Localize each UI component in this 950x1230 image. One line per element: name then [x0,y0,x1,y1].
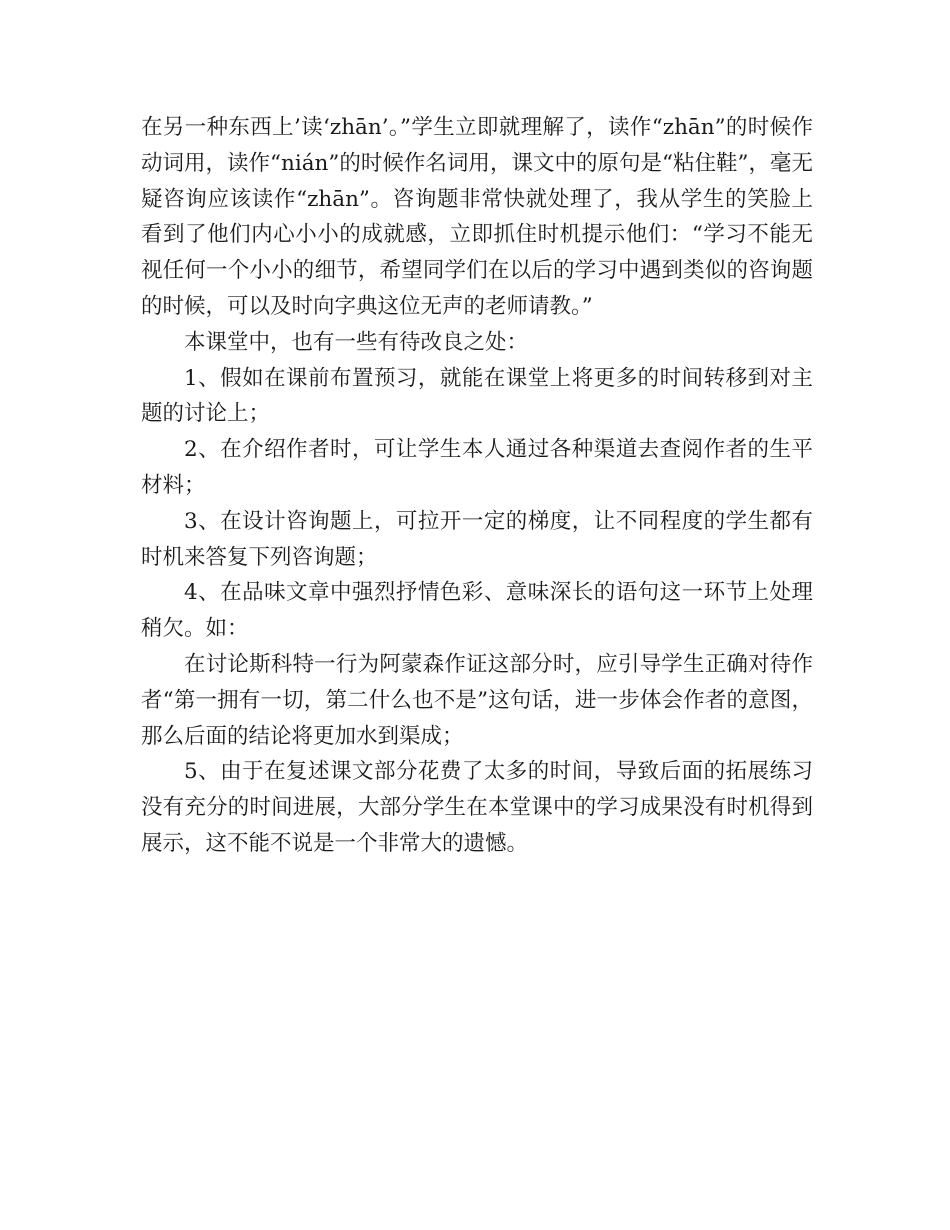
paragraph-point-4: 4、在品味文章中强烈抒情色彩、意味深长的语句这一环节上处理稍欠。如： [141,580,813,642]
paragraph-point-5: 5、由于在复述课文部分花费了太多的时间，导致后面的拓展练习没有充分的时间进展，大部分学生在本堂课中的学习成果没有时机得到展示，这不能不说是一个非常大的遗憾。 [141,759,813,856]
paragraph-point-3: 3、在设计咨询题上，可拉开一定的梯度，让不同程度的学生都有时机来答复下列咨询题； [141,508,813,570]
paragraph-point-2: 2、在介绍作者时，可让学生本人通过各种渠道去查阅作者的生平材料； [141,437,813,498]
paragraph-example: 在讨论斯科特一行为阿蒙森作证这部分时，应引导学生正确对待作者“第一拥有一切，第二什么也不是”这句话，进一步体会作者的意图，那么后面的结论将更加水到渠成； [141,651,813,749]
paragraph-point-1: 1、假如在课前布置预习，就能在课堂上将更多的时间转移到对主题的讨论上； [141,365,813,427]
document-body [141,110,813,862]
paragraph-improvements-intro: 本课堂中，也有一些有待改良之处： [184,329,529,355]
paragraph-continuation: 在另一种东西上’读‘zhān’。”学生立即就理解了，读作“zhān”的时候作动词用，读作“nián”的时候作名词用，课文中的原句是“粘住鞋”，毫无疑咨询应该读作“zhān”。咨询题非常快就处理了，我从学生的笑脸上看到了他们内心小小的成就感，立即抓住时机提示他们：“学习不能无视任何一个小小的细节，希望同学们在以后的学习中遇到类似的咨询题的时候，可以及时向字典这位无声的老师请教。” [141,115,813,319]
